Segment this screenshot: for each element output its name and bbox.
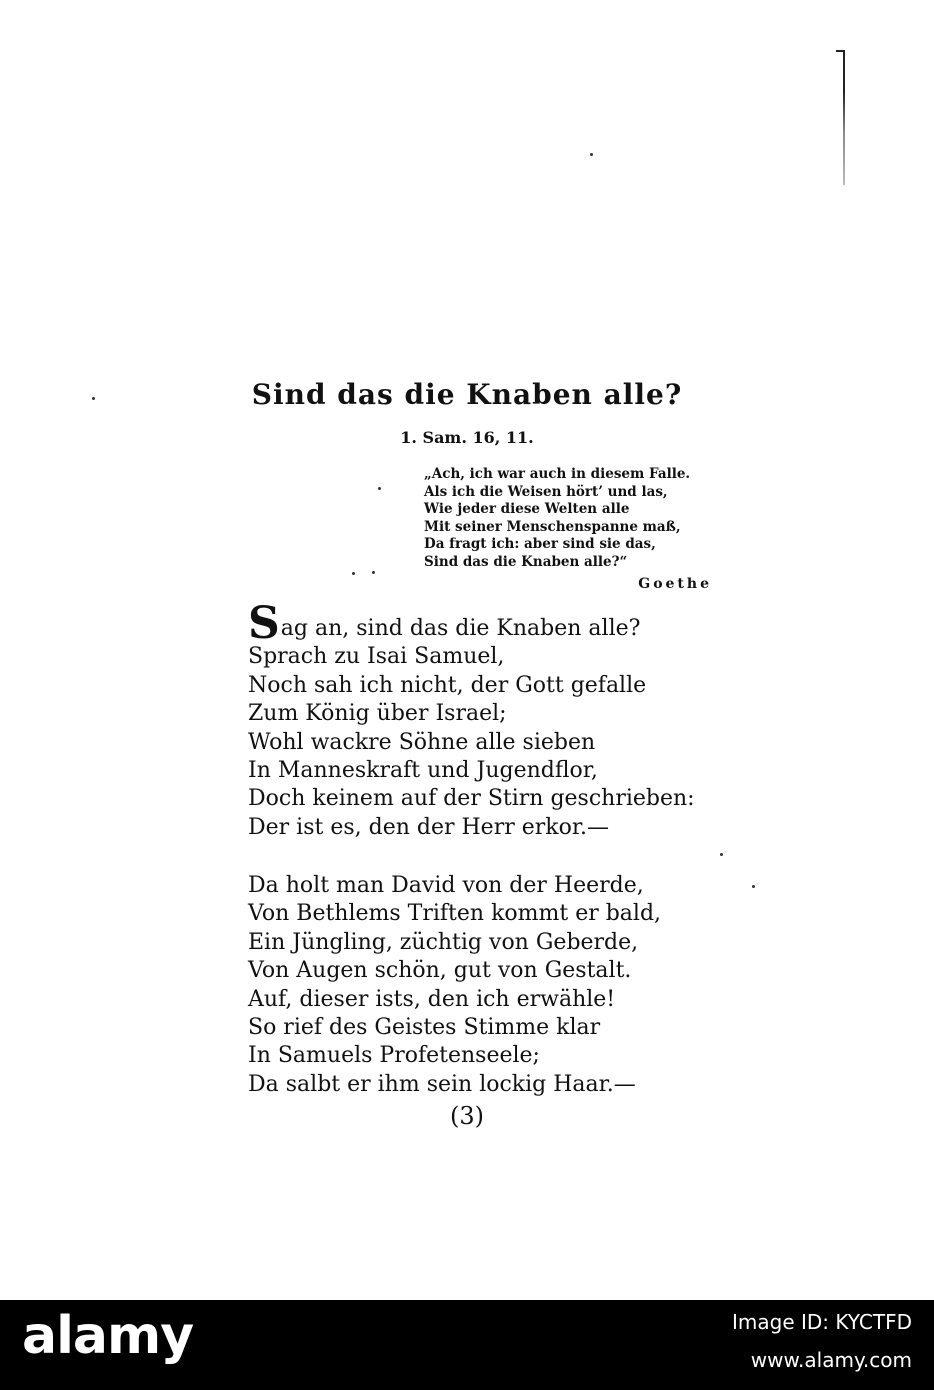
verse-line: Der ist es, den der Herr erkor.— [248, 814, 609, 840]
print-speck [372, 571, 375, 574]
alamy-logo: alamy [22, 1306, 194, 1366]
verse-line: Da holt man David von der Heerde, [248, 873, 644, 898]
site-url: www.alamy.com [750, 1348, 912, 1372]
verse-line: In Manneskraft und Jugendflor, [248, 758, 598, 784]
epigraph-attribution: Goethe [638, 576, 712, 592]
epigraph-line: Mit seiner Menschenspanne maß, [424, 518, 681, 535]
poem-title: Sind das die Knaben alle? [251, 378, 683, 411]
verse-line: Doch keinem auf der Stirn geschrieben: [248, 786, 695, 812]
watermark-bar [0, 1300, 934, 1390]
epigraph-line: „Ach, ich war auch in diesem Falle. [424, 466, 691, 482]
verse-line-text: ag an, sind das die Knaben alle? [280, 616, 641, 641]
epigraph-line: Sind das die Knaben alle?“ [424, 553, 628, 570]
verse-line: Auf, dieser ists, den ich erwähle! [248, 986, 616, 1012]
drop-cap: S [248, 598, 280, 649]
epigraph [424, 466, 724, 572]
verse-line: In Samuels Profetenseele; [248, 1043, 540, 1069]
print-speck [720, 853, 723, 856]
print-speck [378, 487, 381, 490]
page-number: (3) [450, 1102, 484, 1130]
epigraph-line: Wie jeder diese Welten alle [424, 501, 630, 518]
stanza-1 [248, 598, 695, 842]
verse-line: Wohl wackre Söhne alle sieben [248, 729, 596, 755]
print-speck [352, 572, 355, 575]
verse-line: Von Bethlems Triften kommt er bald, [248, 901, 662, 927]
verse-line: Da salbt er ihm sein lockig Haar.— [248, 1071, 636, 1097]
epigraph-line: Da fragt ich: aber sind sie das, [424, 536, 656, 553]
image-id: Image ID: KYCTFD [732, 1310, 912, 1334]
verse-line: Ein Jüngling, züchtig von Geberde, [248, 929, 639, 955]
stanza-2 [248, 872, 661, 1099]
print-speck [752, 885, 755, 888]
verse-line: Noch sah ich nicht, der Gott gefalle [248, 672, 647, 698]
page-edge-line [843, 50, 845, 185]
verse-line [248, 598, 695, 649]
bible-reference: 1. Sam. 16, 11. [400, 428, 534, 447]
verse-line: Von Augen schön, gut von Gestalt. [248, 958, 632, 984]
epigraph-line: Als ich die Weisen hört’ und las, [424, 483, 668, 500]
verse-line: Sprach zu Isai Samuel, [248, 644, 505, 670]
verse-line: Zum König über Israel; [248, 701, 507, 727]
print-speck [590, 153, 593, 156]
verse-line: So rief des Geistes Stimme klar [248, 1015, 601, 1041]
